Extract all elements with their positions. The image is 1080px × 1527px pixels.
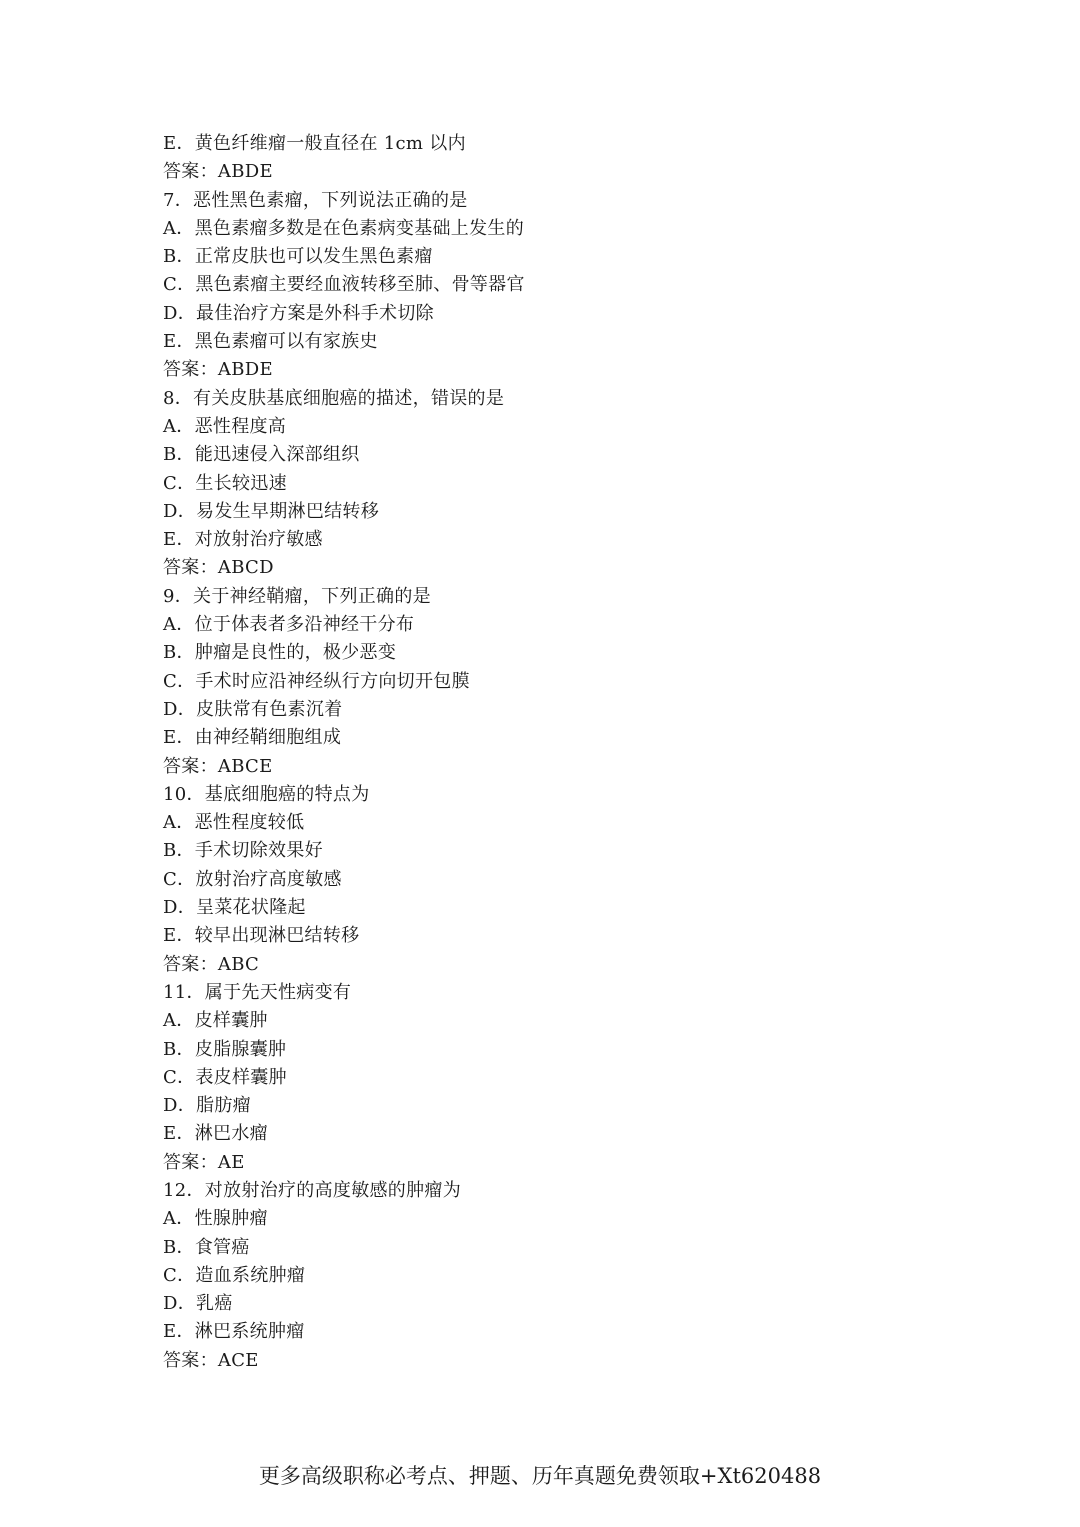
option-line: B．肿瘤是良性的，极少恶变 <box>163 642 397 664</box>
option-line: D．脂肪瘤 <box>163 1095 251 1117</box>
option-line: E．对放射治疗敏感 <box>163 529 323 551</box>
option-line: A．位于体表者多沿神经干分布 <box>163 614 415 636</box>
question-line: 11．属于先天性病变有 <box>163 981 352 1003</box>
question-line: 10．基底细胞癌的特点为 <box>163 783 370 805</box>
question-list <box>163 130 943 1375</box>
option-line: C．黑色素瘤主要经血液转移至肺、骨等器官 <box>163 274 525 296</box>
option-line: C．表皮样囊肿 <box>163 1066 287 1088</box>
option-line: A．黑色素瘤多数是在色素病变基础上发生的 <box>163 217 524 239</box>
answer-line: 答案：ABCE <box>163 755 273 777</box>
answer-line: 答案：ABDE <box>163 359 273 381</box>
question-line: 9．关于神经鞘瘤，下列正确的是 <box>163 585 431 607</box>
question-line: 7．恶性黑色素瘤，下列说法正确的是 <box>163 189 468 211</box>
option-line: E．淋巴水瘤 <box>163 1123 268 1145</box>
option-line: E．由神经鞘细胞组成 <box>163 727 342 749</box>
option-line: A．恶性程度高 <box>163 415 287 437</box>
answer-line: 答案：ACE <box>163 1349 259 1371</box>
option-line: A．皮样囊肿 <box>163 1010 268 1032</box>
question-line: 12．对放射治疗的高度敏感的肿瘤为 <box>163 1179 462 1201</box>
option-line: A．性腺肿瘤 <box>163 1208 268 1230</box>
option-line: E．淋巴系统肿瘤 <box>163 1321 305 1343</box>
option-line: B．能迅速侵入深部组织 <box>163 444 360 466</box>
option-line: B．食管癌 <box>163 1236 250 1258</box>
option-line: E．较早出现淋巴结转移 <box>163 925 360 947</box>
question-line: 8．有关皮肤基底细胞癌的描述，错误的是 <box>163 387 505 409</box>
option-line: C．生长较迅速 <box>163 472 287 494</box>
option-line: D．易发生早期淋巴结转移 <box>163 500 380 522</box>
answer-line: 答案：ABCD <box>163 557 274 579</box>
option-line: C．手术时应沿神经纵行方向切开包膜 <box>163 670 470 692</box>
option-line: D．皮肤常有色素沉着 <box>163 698 343 720</box>
answer-line: 答案：AE <box>163 1151 245 1173</box>
option-line: B．手术切除效果好 <box>163 840 323 862</box>
answer-line: 答案：ABDE <box>163 161 273 183</box>
option-line: B．皮脂腺囊肿 <box>163 1038 287 1060</box>
answer-line: 答案：ABC <box>163 953 260 975</box>
option-line: E．黑色素瘤可以有家族史 <box>163 331 378 353</box>
promo-footer: 更多高级职称必考点、押题、历年真题免费领取+Xt620488 <box>258 1464 822 1488</box>
option-line: A．恶性程度较低 <box>163 812 305 834</box>
option-line: D．呈菜花状隆起 <box>163 897 306 919</box>
option-line: D．最佳治疗方案是外科手术切除 <box>163 302 434 324</box>
option-line: D．乳癌 <box>163 1293 233 1315</box>
option-line: B．正常皮肤也可以发生黑色素瘤 <box>163 246 433 268</box>
option-line: C．造血系统肿瘤 <box>163 1264 306 1286</box>
option-line: C．放射治疗高度敏感 <box>163 868 342 890</box>
option-line: E．黄色纤维瘤一般直径在 1cm 以内 <box>163 133 466 154</box>
